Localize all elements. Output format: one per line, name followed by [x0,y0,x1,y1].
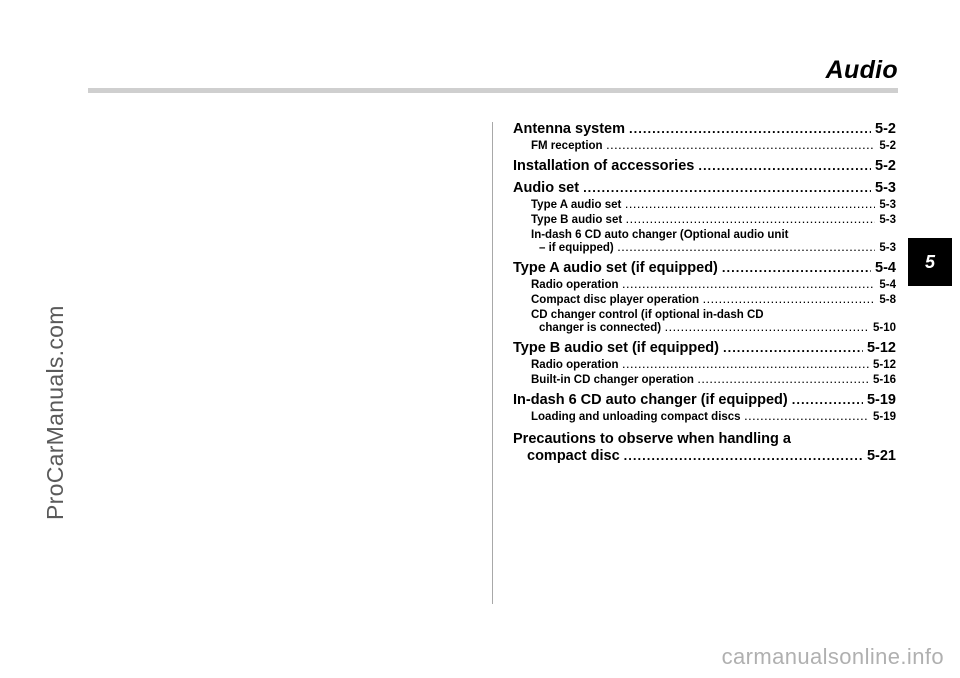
toc-entry-page: 5-12 [872,359,896,371]
toc-entry-antenna[interactable] [513,121,896,137]
table-of-contents [513,121,896,464]
toc-entry-precautions[interactable] [513,448,896,464]
column-divider [492,122,493,604]
toc-entry-title: Type B audio set (if equipped) [513,340,719,356]
toc-entry-page: 5-19 [866,392,896,408]
toc-entry-page: 5-2 [875,121,896,137]
toc-entry-title: Type B audio set [531,214,623,226]
toc-entry-title: Radio operation [531,279,619,291]
toc-entry-title: Type A audio set (if equipped) [513,260,718,276]
toc-entry-title: Built-in CD changer operation [531,374,694,386]
toc-entry-page: 5-3 [875,180,896,196]
toc-entry-title: Installation of accessories [513,158,695,174]
toc-entry-audio-set[interactable] [513,180,896,196]
toc-entry-title: compact disc [527,448,620,464]
toc-entry-page: 5-2 [875,158,896,174]
toc-entry-accessories[interactable] [513,158,896,174]
toc-entry-page: 5-4 [879,279,896,291]
toc-entry-indash-optional[interactable] [513,242,896,254]
toc-entry-title: – if equipped) [539,242,614,254]
toc-entry-page: 5-16 [872,374,896,386]
toc-entry-cd-player[interactable] [513,294,896,306]
toc-entry-title: changer is connected) [539,322,662,334]
toc-entry-title: Radio operation [531,359,619,371]
toc-entry-page: 5-19 [872,411,896,423]
side-watermark: ProCarManuals.com [42,305,68,520]
toc-entry-page: 5-21 [866,448,896,464]
toc-entry-type-a[interactable] [513,199,896,211]
toc-entry-title: Loading and unloading compact discs [531,411,741,423]
toc-entry-title: In-dash 6 CD auto changer (if equipped) [513,392,788,408]
toc-entry-fm[interactable] [513,140,896,152]
toc-entry-page: 5-8 [879,294,896,306]
toc-entry-indash-optional-line1[interactable]: In-dash 6 CD auto changer (Optional audio unit [531,229,789,241]
toc-entry-precautions-line1[interactable]: Precautions to observe when handling a [513,431,791,447]
toc-entry-loading[interactable] [513,411,896,423]
toc-entry-title: Compact disc player operation [531,294,700,306]
toc-entry-page: 5-3 [879,199,896,211]
toc-entry-builtin-cd[interactable] [513,374,896,386]
header-rule [88,88,898,93]
toc-entry-page: 5-10 [872,322,896,334]
toc-entry-page: 5-3 [879,214,896,226]
toc-entry-page: 5-12 [866,340,896,356]
toc-entry-radio-b[interactable] [513,359,896,371]
toc-entry-type-b[interactable] [513,214,896,226]
page-title: Audio [825,56,898,84]
toc-entry-cd-changer-control-line1[interactable]: CD changer control (if optional in-dash CD [531,309,764,321]
toc-entry-title: Type A audio set [531,199,622,211]
toc-entry-page: 5-4 [875,260,896,276]
footer-watermark: carmanualsonline.info [721,644,944,669]
toc-entry-cd-changer-control[interactable] [513,322,896,334]
toc-entry-title: Audio set [513,180,580,196]
toc-entry-type-b-if-equipped[interactable] [513,340,896,356]
toc-entry-page: 5-2 [879,140,896,152]
chapter-tab: 5 [908,238,952,286]
toc-entry-title: FM reception [531,140,603,152]
toc-entry-indash-if-equipped[interactable] [513,392,896,408]
toc-entry-radio-a[interactable] [513,279,896,291]
toc-entry-page: 5-3 [879,242,896,254]
toc-entry-title: Antenna system [513,121,626,137]
toc-entry-type-a-if-equipped[interactable] [513,260,896,276]
